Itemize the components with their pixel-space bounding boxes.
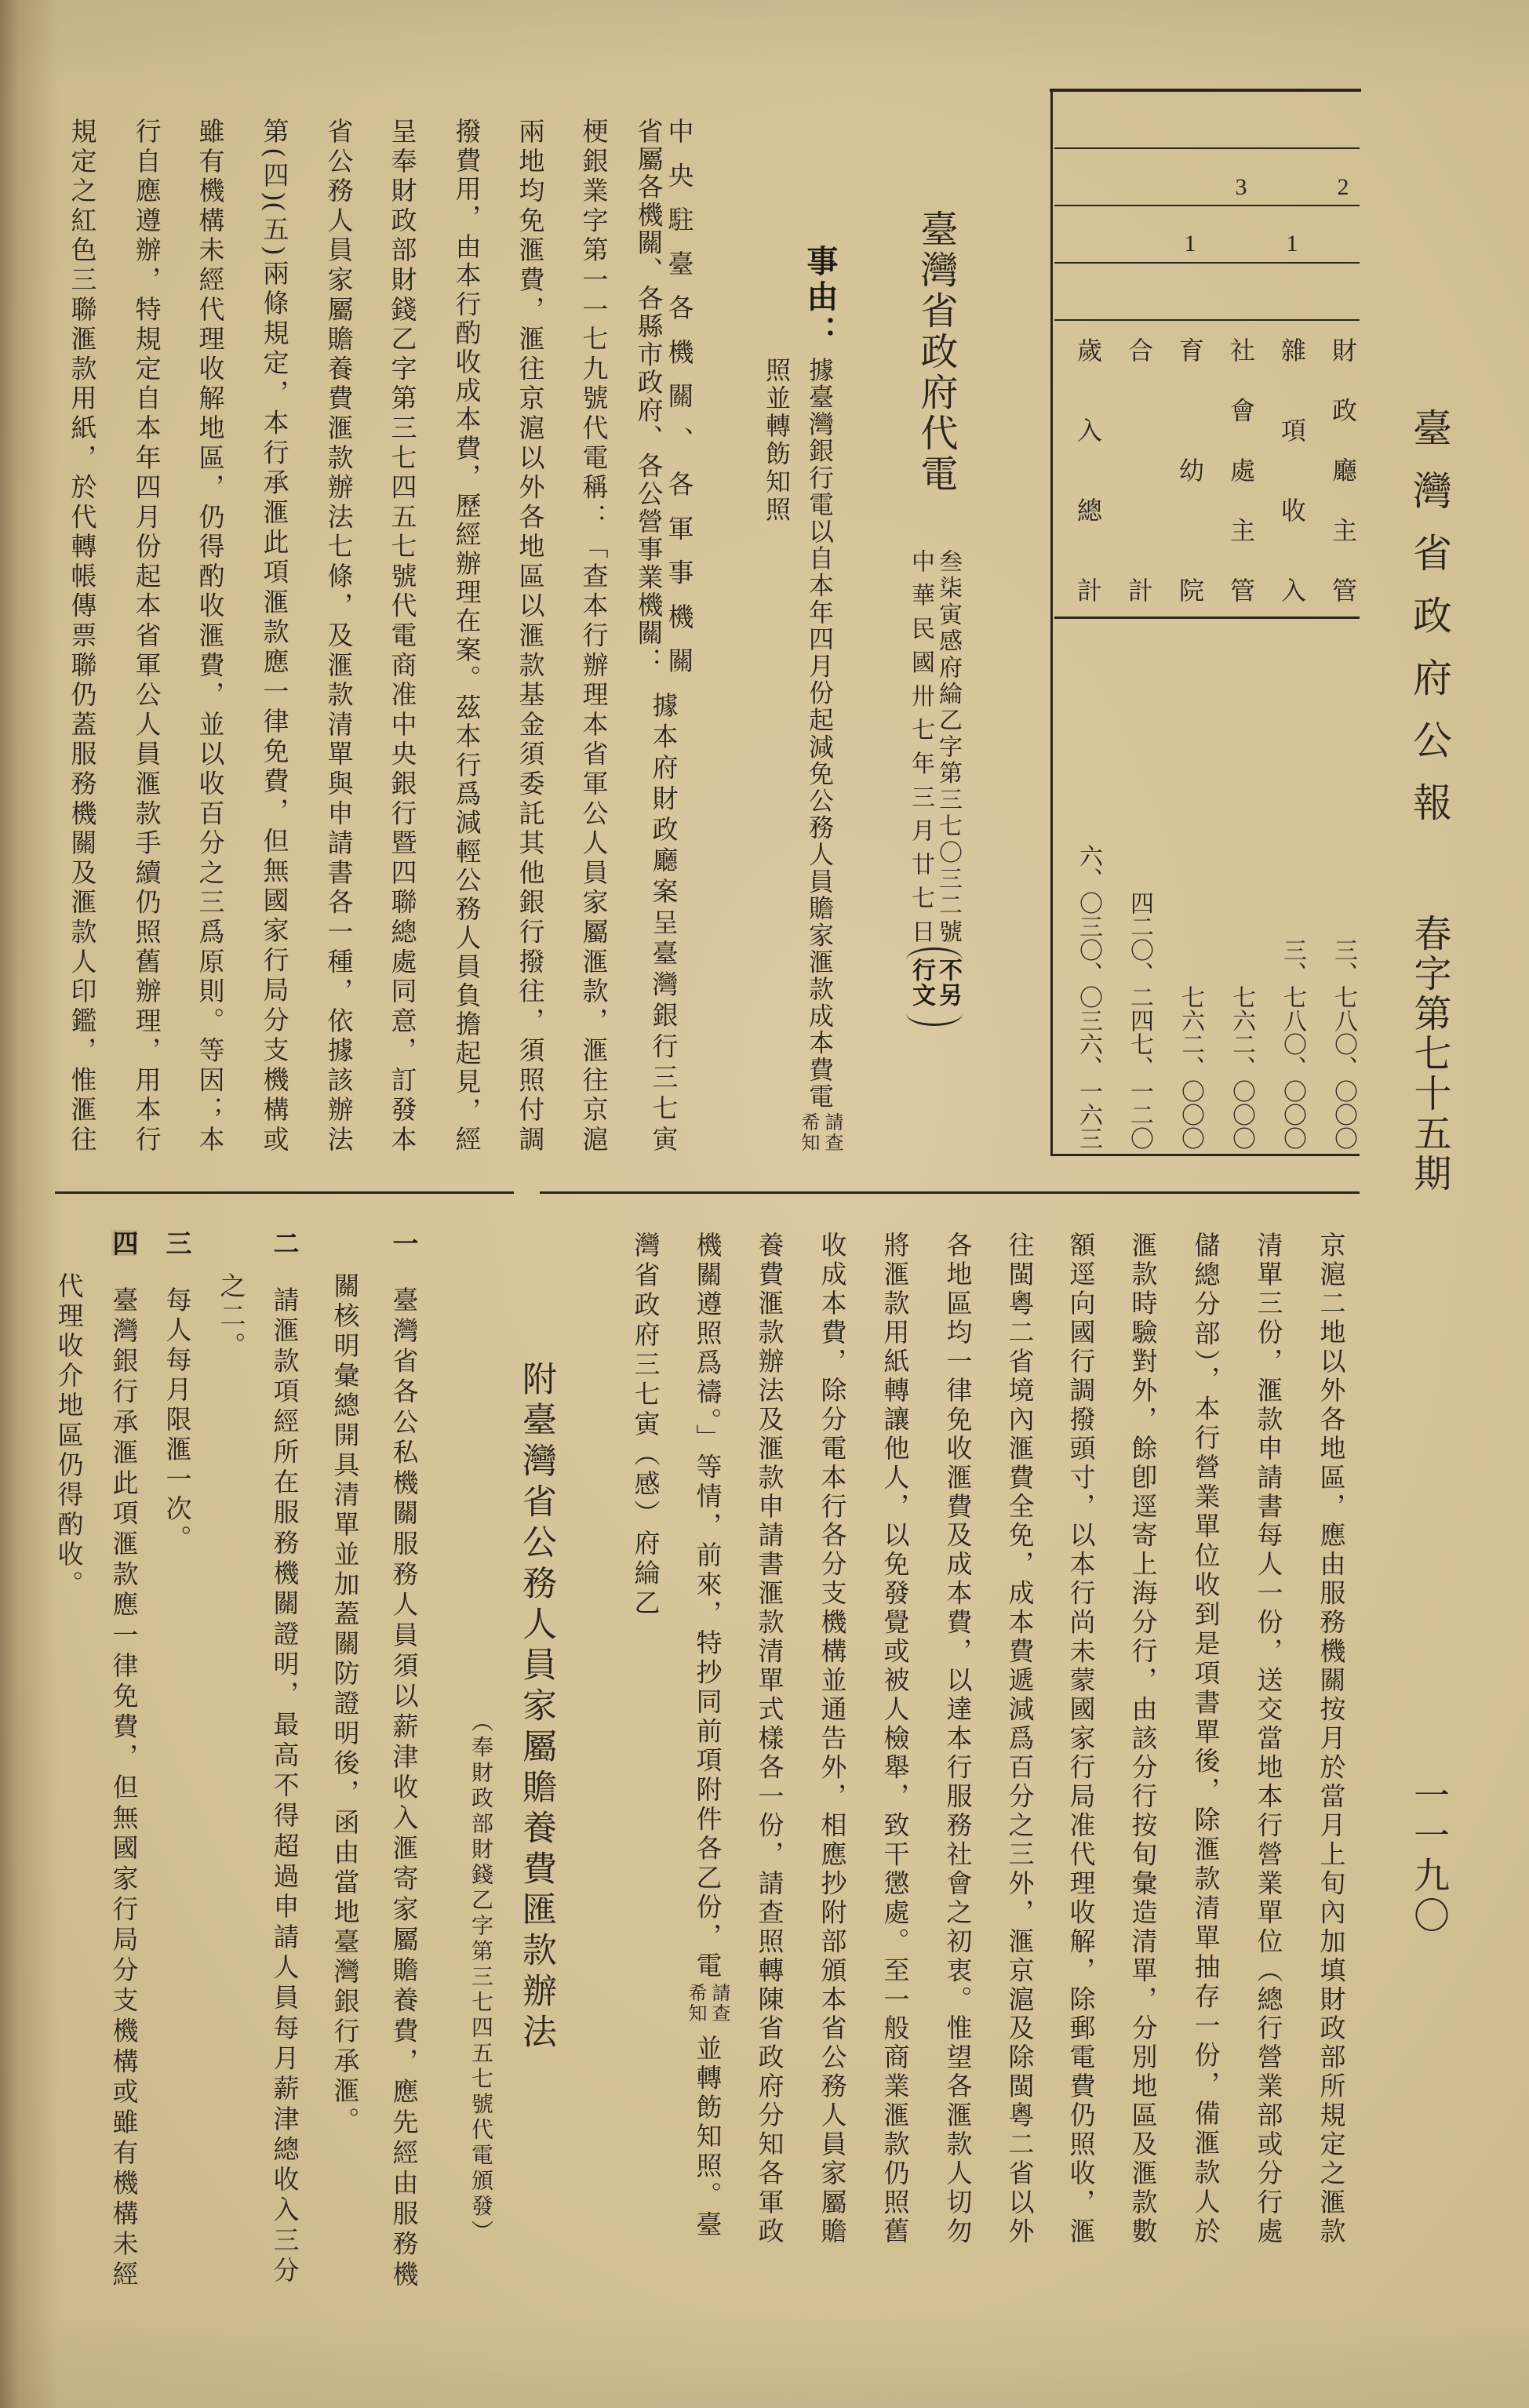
article-line: 請滙款項經所在服務機關證明，最高不得超過申請人員每月薪津總收入三分 [269,1286,300,2283]
subject-text: 據臺灣銀行電以自本年四月份起減免公務人員贍家滙款成本費電 [805,357,835,1108]
subject-label: 事由： [802,245,839,351]
table-header-divider [1054,617,1360,619]
signature: 灣省政府三七寅（感）府綸乙 [630,1231,661,1619]
table-amount: 四二〇、二四七、一二〇 [1126,891,1153,1150]
article-number: 一 [388,1230,420,1256]
body-column: 儲總分部），本行營業單位收到是項書單後，除滙款清單抽存一份，備滙款人於 [1190,1231,1221,2243]
table-label: 雜項收入 [1277,337,1307,602]
body-column: 額逕向國行調撥頭寸，以本行尚未蒙國家行局准代理收解，除郵電費仍照收，滙 [1065,1231,1097,2243]
routing-note [906,948,963,1026]
closing-alt-option: 請查 [708,1982,730,2024]
table-xiang-number: 1 [1286,231,1298,256]
body-column: 第(四)(五)兩條規定，本行承滙此項滙款應一律免費，但無國家行局分支機構或 [259,118,290,1151]
body-column: 養費滙款辦法及滙款申請書滙款清單式樣各一份，請查照轉陳省政府分知各軍政 [754,1231,785,2243]
closing-alt-option: 希知 [685,1982,707,2024]
body-column: 梗銀業字第一一七九號代電稱：「查本行辦理本省軍公人員家屬滙款，滙往京滬 [578,118,610,1151]
article-number: 三 [162,1230,193,1256]
table-left-border [1050,89,1053,1156]
body-column: 清單三份，滙款申請書每人一份，送交當地本行營業單位（總行營業部或分行處 [1253,1231,1284,2243]
closing-column [683,1231,733,2240]
table-top-border [1050,89,1361,92]
table-kuan-number: 3 [1235,174,1247,200]
attachment-title: 附臺灣省公務人員家屬贍養費匯款辦法 [516,1361,556,2054]
table-row-divider [1054,147,1360,149]
body-column: 往閩粵二省境內滙費全免，成本費遞減爲百分之三外，滙京滬及除閩粵二省以外 [1004,1231,1036,2243]
article-line: 之二。 [216,1272,247,1362]
document-number: 叁柒寅感府綸乙字第三七〇三二號 [934,549,962,943]
body-column: 省公務人員家屬贍養費滙款辦法七條，及滙款清單與申請書各一種，依據該辦法 [323,118,355,1151]
table-label: 社會處主管 [1226,337,1256,602]
article-line: 關核明彙總開具清單並加蓋關防證明後，函由當地臺灣銀行承滙。 [329,1272,361,2137]
article-line: 臺灣省各公私機關服務人員須以薪津收入滙寄家屬贍養費，應先經由服務機 [388,1286,420,2286]
closing-alternate-wording [686,1983,729,2030]
table-label: 歲入總計 [1073,337,1103,602]
table-amount: 六、〇三〇、〇三六、一六三 [1075,844,1102,1150]
article-line: 臺灣銀行承滙此項滙款應一律免費，但無國家行局分支機構或雖有機構未經 [108,1286,140,2286]
subject-alt-option: 請查 [821,1112,843,1153]
table-row-divider [1054,319,1360,321]
table-bottom-border [1051,1154,1360,1156]
gazette-title: 臺灣省政府公報 [1407,408,1452,845]
body-column: 收成本費，除分電本行各分支機構並通告外，相應抄附部頒本省公務人員家屬贍 [817,1231,848,2243]
issue-number: 春字第七十五期 [1407,914,1451,1194]
article-line: 每人每月限滙一次。 [162,1286,193,1555]
body-column: 將滙款用紙轉讓他人，以免發覺或被人檢舉，致干懲處。至一般商業滙款仍照舊 [879,1231,911,2243]
body-column: 呈奉財政部財錢乙字第三七四五七號代電商准中央銀行暨四聯總處同意，訂發本 [387,118,418,1151]
body-column: 規定之紅色三聯滙款用紙，於代轉帳傳票聯仍蓋服務機關及滙款人印鑑，惟滙往 [67,118,98,1151]
addressee-line: 省屬各機關、各縣市政府、各公營事業機關： [633,118,664,673]
table-amount: 三、七八〇、〇〇〇 [1330,938,1357,1150]
table-label: 財政廳主管 [1328,337,1358,602]
routing-note-line: 行文 [908,958,935,1008]
page-number: 一一九〇 [1408,1777,1451,1937]
document-date: 中華民國卅七年三月廿七日 [907,549,934,943]
section-divider [55,1191,514,1194]
table-kuan-number: 2 [1337,174,1349,200]
subject-alternate-wording [799,1112,842,1155]
table-amount: 三、七八〇、〇〇〇 [1279,938,1306,1150]
addressee-line: 中央駐臺各機關、各軍事機關 [664,118,695,673]
subject-continuation: 照並轉飭知照 [762,357,792,524]
article-number: 四 [108,1230,140,1256]
telegram-title: 臺灣省政府代電 [914,209,958,495]
body-column: 滙款時驗對外，餘卽逕寄上海分行，由該分行按旬彙造清單，分別地區及滙款數 [1127,1231,1159,2243]
closing-text: 並轉飭知照。臺 [692,2034,723,2240]
subject-alt-option: 希知 [798,1112,820,1153]
body-column: 兩地均免滙費，滙往京滬以外各地區以滙款基金須委託其他銀行撥往，須照付調 [515,118,546,1151]
body-column: 撥費用，由本行酌收成本費，歷經辦理在案。茲本行爲減輕公務人員負擔起見，經 [451,118,482,1151]
table-label: 合計 [1124,337,1154,602]
body-column: 據本府財政廳案呈臺灣銀行三七寅 [648,692,679,1151]
closing-text: 機關遵照爲禱。」等情，前來，特抄同前項附件各乙份，電 [692,1231,723,1981]
article-line: 代理收介地區仍得酌收。 [53,1272,85,1600]
article-number: 二 [269,1230,300,1256]
routing-note-line: 不另 [934,958,962,1008]
body-column: 行自應遵辦，特規定自本年四月份起本省軍公人員滙款手續仍照舊辦理，用本行 [131,118,162,1151]
body-column: 京滬二地以外各地區，應由服務機關按月於當月上旬內加填財政部所規定之滙款 [1316,1231,1347,2243]
table-amount: 七六二、〇〇〇 [1228,985,1255,1150]
table-row-divider [1054,205,1360,206]
table-label: 育幼院 [1175,337,1205,602]
attachment-subtitle: （奉財政部財錢乙字第三七四五七號代電頒發） [468,1710,494,2246]
body-column: 雖有機構未經代理收解地區，仍得酌收滙費，並以收百分之三爲原則。等因；本 [195,118,226,1151]
body-column: 各地區均一律免收滙費及成本費，以達本行服務社會之初衷。惟望各滙款人切勿 [942,1231,974,2243]
table-xiang-number: 1 [1184,231,1196,256]
table-row-divider [1054,262,1360,264]
table-amount: 七六二、〇〇〇 [1177,985,1204,1150]
section-divider [540,1191,1360,1194]
